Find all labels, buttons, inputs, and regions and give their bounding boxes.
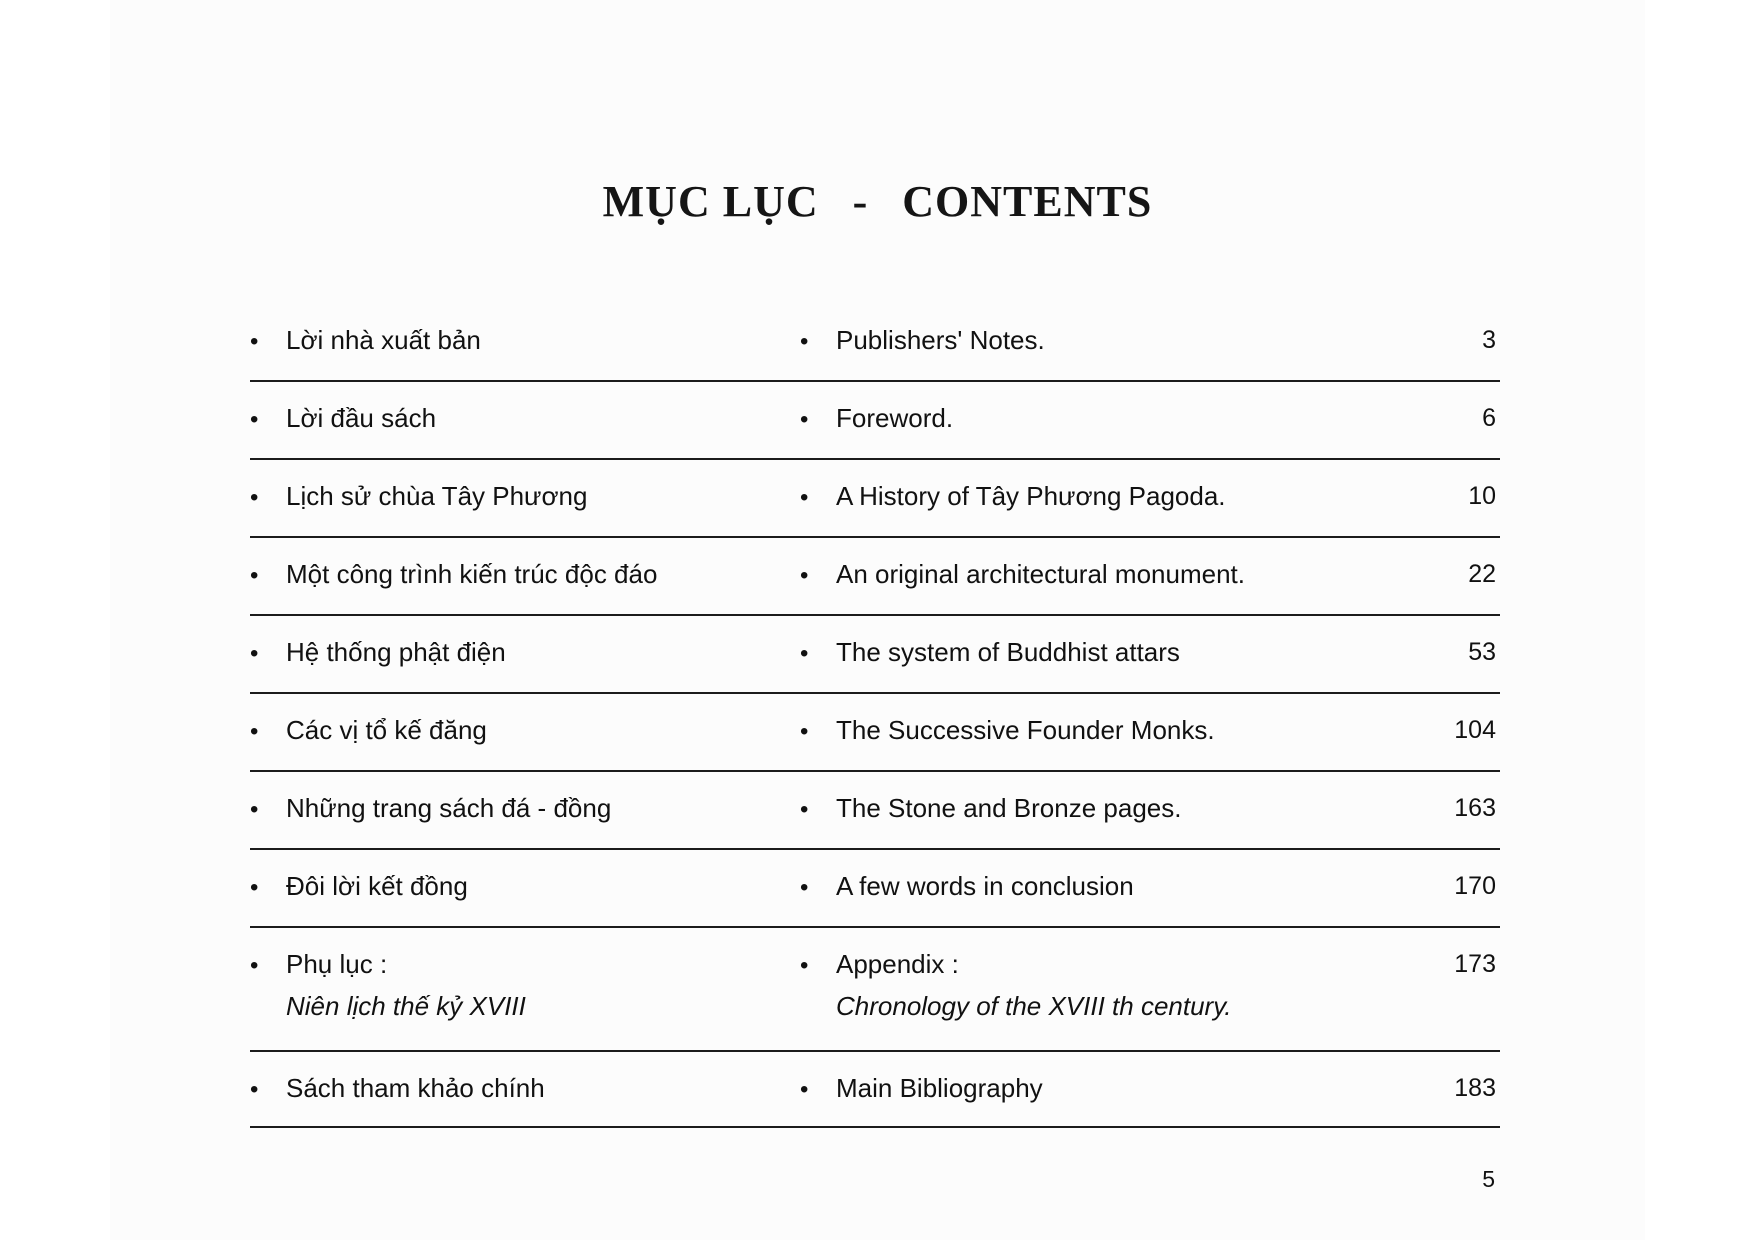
toc-title-vi: Lời đầu sách — [286, 403, 437, 433]
title-english: CONTENTS — [902, 177, 1153, 226]
toc-entry-vi — [250, 476, 587, 518]
toc-row — [250, 850, 1500, 928]
toc-title-en: Foreword. — [836, 403, 954, 433]
bullet-icon: • — [250, 796, 259, 823]
toc-entry-en — [800, 710, 1215, 752]
toc-page-number: 173 — [1454, 950, 1496, 978]
toc-row — [250, 928, 1500, 1052]
toc-page-number: 3 — [1482, 326, 1496, 354]
toc-row — [250, 616, 1500, 694]
toc-entry-vi — [250, 320, 481, 362]
toc-entry-en — [800, 398, 953, 440]
toc-entry-vi — [250, 1068, 545, 1110]
toc-row — [250, 1052, 1500, 1128]
toc-page-number: 6 — [1482, 404, 1496, 432]
toc-title-en: The Successive Founder Monks. — [836, 715, 1215, 745]
bullet-icon: • — [250, 484, 259, 511]
toc-page-number: 22 — [1468, 560, 1496, 588]
toc-page-number: 170 — [1454, 872, 1496, 900]
toc-entry-en — [800, 554, 1245, 596]
toc-subtitle-vi: Niên lịch thế kỷ XVIII — [286, 991, 526, 1021]
bullet-icon: • — [800, 328, 809, 355]
toc-row — [250, 304, 1500, 382]
toc-page-number: 104 — [1454, 716, 1496, 744]
toc-title-vi: Các vị tổ kế đăng — [286, 715, 487, 745]
toc-title-en: Publishers' Notes. — [836, 325, 1045, 355]
toc-entry-vi — [250, 866, 468, 908]
title-separator: - — [852, 177, 869, 226]
toc-title-vi: Những trang sách đá - đồng — [286, 793, 612, 823]
toc-title-vi: Một công trình kiến trúc độc đáo — [286, 559, 658, 589]
bullet-icon: • — [800, 718, 809, 745]
toc-entry-vi — [250, 710, 487, 752]
bullet-icon: • — [250, 562, 259, 589]
toc-entry-vi — [250, 944, 526, 1026]
toc-title-en: An original architectural monument. — [836, 559, 1245, 589]
toc-entry-en — [800, 1068, 1043, 1110]
toc-title-en: A History of Tây Phương Pagoda. — [836, 481, 1226, 511]
bullet-icon: • — [800, 562, 809, 589]
bullet-icon: • — [800, 796, 809, 823]
toc-title-vi: Đôi lời kết đồng — [286, 871, 468, 901]
bullet-icon: • — [800, 952, 809, 979]
toc-entry-en — [800, 944, 1232, 1026]
toc-entry-en — [800, 476, 1226, 518]
title-vietnamese: MỤC LỤC — [602, 177, 819, 226]
toc-row — [250, 460, 1500, 538]
bullet-icon: • — [250, 406, 259, 433]
toc-title-en: The Stone and Bronze pages. — [836, 793, 1182, 823]
toc-title-vi: Lịch sử chùa Tây Phương — [286, 481, 588, 511]
toc-entry-en — [800, 632, 1180, 674]
toc-row — [250, 694, 1500, 772]
bullet-icon: • — [250, 640, 259, 667]
bullet-icon: • — [250, 952, 259, 979]
toc-title-en: Main Bibliography — [836, 1073, 1043, 1103]
bullet-icon: • — [800, 1076, 809, 1103]
toc-row — [250, 538, 1500, 616]
bullet-icon: • — [250, 718, 259, 745]
toc-subtitle-en: Chronology of the XVIII th century. — [836, 991, 1232, 1021]
table-of-contents — [250, 304, 1500, 1128]
toc-entry-vi — [250, 788, 611, 830]
folio-page-number: 5 — [1482, 1166, 1495, 1192]
toc-row — [250, 772, 1500, 850]
toc-page-number: 10 — [1468, 482, 1496, 510]
toc-title-en: A few words in conclusion — [836, 871, 1134, 901]
toc-title-vi: Sách tham khảo chính — [286, 1073, 545, 1103]
bullet-icon: • — [250, 874, 259, 901]
toc-title-en: The system of Buddhist attars — [836, 637, 1180, 667]
toc-entry-vi — [250, 554, 657, 596]
toc-title-en: Appendix : — [836, 949, 959, 979]
toc-page-number: 53 — [1468, 638, 1496, 666]
toc-title-vi: Phụ lục : — [286, 949, 388, 979]
toc-title-vi: Lời nhà xuất bản — [286, 325, 481, 355]
toc-page-number: 183 — [1454, 1074, 1496, 1102]
toc-entry-vi — [250, 398, 436, 440]
bullet-icon: • — [250, 1076, 259, 1103]
bullet-icon: • — [250, 328, 259, 355]
bullet-icon: • — [800, 406, 809, 433]
toc-entry-en — [800, 866, 1134, 908]
bullet-icon: • — [800, 484, 809, 511]
toc-entry-en — [800, 320, 1045, 362]
bullet-icon: • — [800, 640, 809, 667]
bullet-icon: • — [800, 874, 809, 901]
toc-row — [250, 382, 1500, 460]
page-title — [0, 176, 1755, 227]
toc-title-vi: Hệ thống phật điện — [286, 637, 506, 667]
toc-page-number: 163 — [1454, 794, 1496, 822]
toc-entry-en — [800, 788, 1181, 830]
toc-entry-vi — [250, 632, 506, 674]
